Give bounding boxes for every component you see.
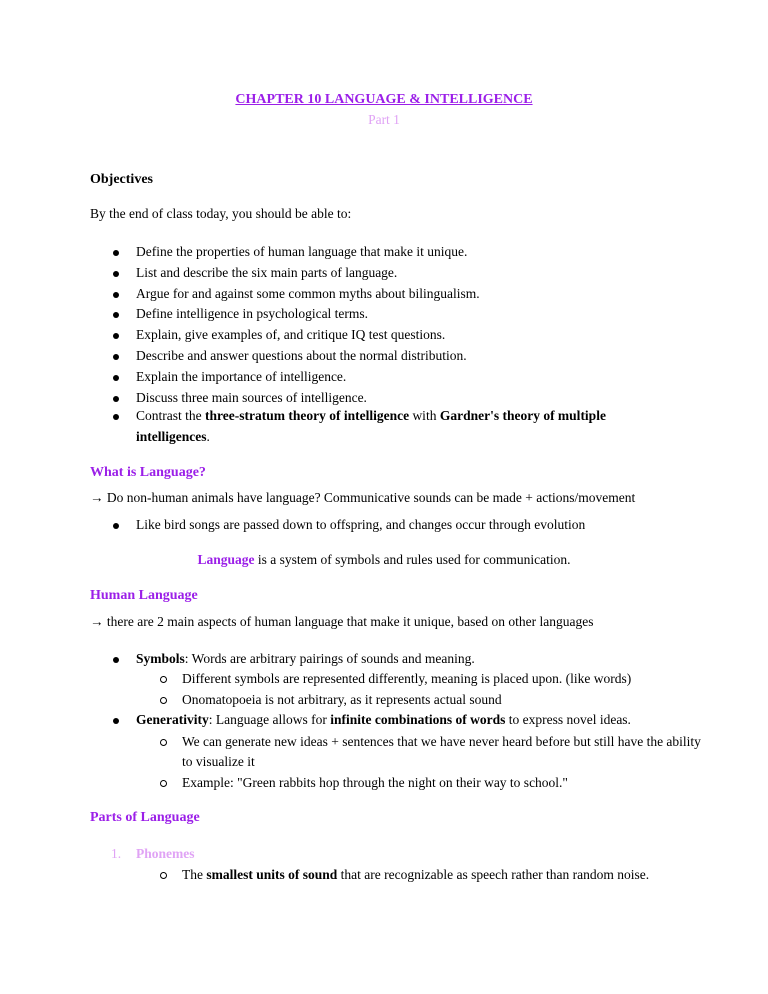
what-is-language-arrow-line: → Do non-human animals have language? Communicative sounds can be made + actions/movement [90,490,636,505]
bullet-icon [113,333,119,339]
document-page: CHAPTER 10 LANGUAGE & INTELLIGENCE Part 1 Objectives By the end of class today, you should be able to: Define the properties of human language that make it unique. List and describe the six main parts of language. Argue for and against some common myths about bilingualism. Define intelligence in psychological terms. Explain, give examples of, and critique IQ test questions. Describe and answer questions about the normal distribution. Explain the importance of intelligence. Discuss three main sources of intelligence. Contrast the three-stratum theory of intelligence with Gardner's theory of multiple intelligences. What is Language? → Do non-human animals have language? Communicative sounds can be made + actions/movement Like bird songs are passed down to offspring, and changes occur through evolution Language is a system of symbols and rules used for communication. Human Language → there are 2 main aspects of human language that make it unique, based on other languages Symbols: Words are arbitrary pairings of sounds and meaning. Different symbols are represented differently, meaning is placed upon. (like words) Onomatopoeia is not arbitrary, as it represents actual sound Generativity: Language allows for infinite combinations of words to express novel ideas. We can generate new ideas + sentences that we have never heard before but still have the ability to visualize it Example: "Green rabbits hop through the night on their way to school." Parts of Language 1. Phonemes The smallest units of sound that are recognizable as speech rather than random noise. [0,0,768,994]
bullet-icon [113,718,119,724]
item-label: Phonemes [136,846,195,861]
objective-text: Contrast the three-stratum theory of intelligence with Gardner's theory of multiple [136,408,606,423]
bullet-icon [113,271,119,277]
bullet-icon [113,250,119,256]
bullet-icon [113,396,119,402]
language-definition: Language is a system of symbols and rules used for communication. [197,552,571,567]
objective-text: Define intelligence in psychological terms. [136,306,369,322]
objective-text: Define the properties of human language that make it unique. [136,244,468,259]
sub-list-item-continued: to visualize it [182,754,255,769]
objectives-heading: Objectives [90,172,153,187]
objective-text: Discuss three main sources of intelligence. [136,389,367,405]
circle-bullet-icon [160,872,167,879]
bullet-icon [113,523,119,529]
circle-bullet-icon [160,739,167,746]
bullet-icon [113,354,119,360]
objective-text: Explain, give examples of, and critique IQ test questions. [136,327,446,343]
objective-text-continued: intelligences. [136,429,210,444]
objective-text: Explain the importance of intelligence. [136,368,347,384]
objective-text: Describe and answer questions about the normal distribution. [136,348,467,363]
bullet-icon [113,292,119,298]
item-number: 1. [111,846,122,861]
bullet-icon [113,312,119,318]
human-language-arrow-line: → there are 2 main aspects of human language that make it unique, based on other languages [90,614,594,629]
bullet-icon [113,657,119,663]
page-title: CHAPTER 10 LANGUAGE & INTELLIGENCE [235,92,533,107]
what-is-language-heading: What is Language? [90,465,206,480]
objective-text: Argue for and against some common myths about bilingualism. [136,285,480,301]
page-subtitle: Part 1 [368,112,400,127]
objectives-intro: By the end of class today, you should be able to: [90,206,352,221]
human-language-heading: Human Language [90,588,198,603]
bullet-icon [113,375,119,381]
circle-bullet-icon [160,780,167,787]
definition-term: Language [197,552,255,567]
circle-bullet-icon [160,676,167,683]
parts-of-language-heading: Parts of Language [90,810,200,825]
bullet-icon [113,414,119,420]
list-item-text: Like bird songs are passed down to offspring, and changes occur through evolution [136,517,586,532]
objective-text: List and describe the six main parts of language. [136,264,398,280]
circle-bullet-icon [160,697,167,704]
